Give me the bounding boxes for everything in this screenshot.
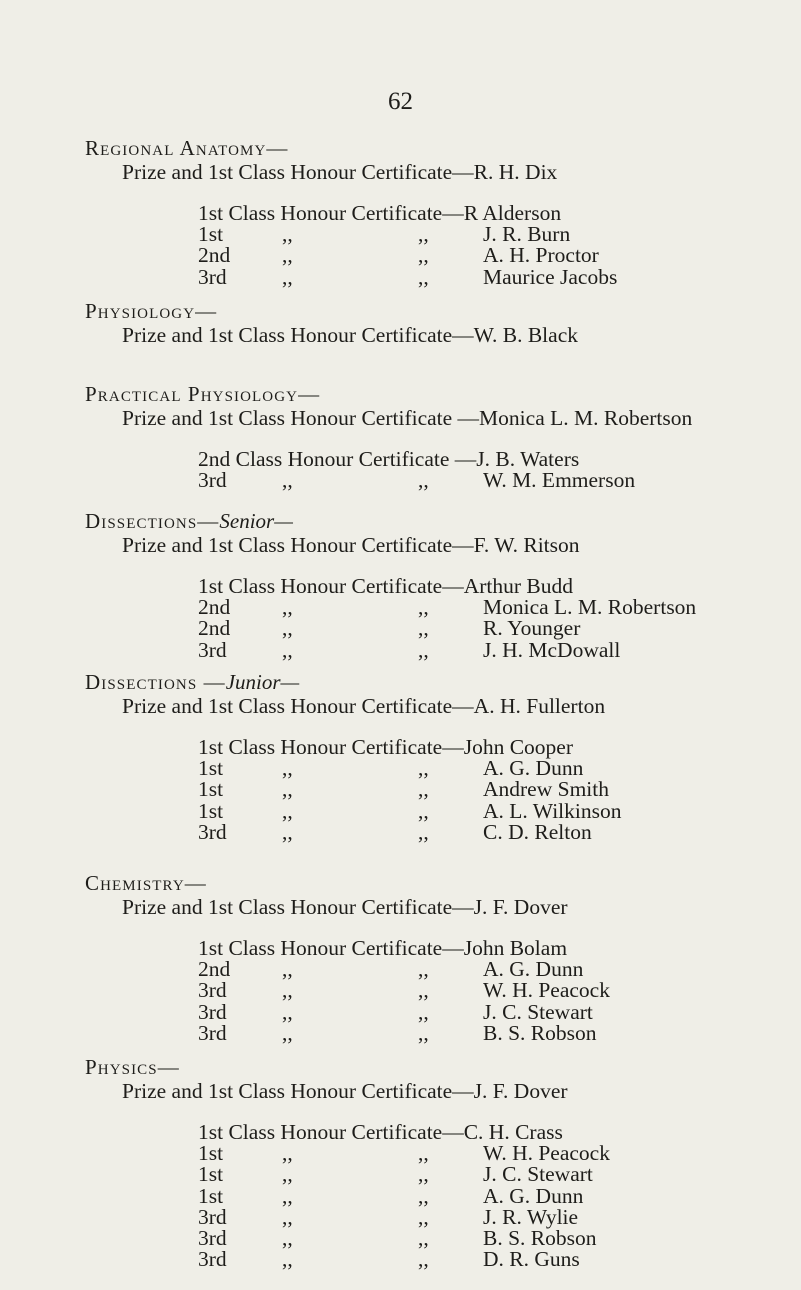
prize-line: Prize and 1st Class Honour Certificate—W. B. Black	[122, 323, 578, 347]
class-label: 1st	[198, 798, 224, 823]
section-heading-text: Physics—	[85, 1055, 180, 1079]
ditto-mark: ,,	[282, 1204, 293, 1229]
section-heading	[85, 1054, 180, 1080]
ditto-mark: ,,	[418, 957, 429, 982]
recipient-name: B. S. Robson	[483, 1226, 597, 1250]
section-heading-text: Dissections—	[85, 509, 220, 533]
section-heading	[85, 298, 217, 324]
ditto-mark: ,,	[418, 616, 429, 641]
recipient-name: A. G. Dunn	[483, 1183, 584, 1208]
recipient-name: J. R. Burn	[483, 222, 571, 247]
prize-line: Prize and 1st Class Honour Certificate—R. H. Dix	[122, 160, 558, 184]
section-heading-text: Physiology—	[85, 299, 218, 323]
class-label: 1st	[198, 1162, 224, 1187]
certificate-row	[198, 467, 758, 493]
ditto-mark: ,,	[282, 1141, 293, 1166]
class-label: 3rd	[198, 264, 227, 289]
ditto-mark: ,,	[418, 264, 429, 289]
class-label: 2nd	[198, 957, 231, 982]
section-heading-text: Chemistry—	[85, 871, 207, 895]
certificate-line: 1st Class Honour Certificate—John Cooper	[198, 735, 574, 759]
section-heading	[85, 508, 293, 534]
recipient-name: B. S. Robson	[483, 1020, 597, 1045]
prize-line: Prize and 1st Class Honour Certificate—A. H. Fullerton	[122, 694, 606, 718]
ditto-mark: ,,	[418, 1141, 429, 1166]
ditto-mark: ,,	[418, 798, 429, 823]
section-heading-subtitle: Junior—	[225, 670, 300, 694]
certificate-row	[198, 637, 758, 663]
ditto-mark: ,,	[282, 999, 293, 1024]
prize-line: Prize and 1st Class Honour Certificate—F. W. Ritson	[122, 533, 580, 557]
prize-line: Prize and 1st Class Honour Certificate—J. F. Dover	[122, 1079, 568, 1103]
class-label: 2nd	[198, 595, 231, 620]
ditto-mark: ,,	[418, 1183, 429, 1208]
certificate-line: 1st Class Honour Certificate—R Alderson	[198, 201, 562, 225]
class-label: 3rd	[198, 1247, 227, 1272]
recipient-name: W. H. Peacock	[483, 978, 610, 1003]
ditto-mark: ,,	[282, 616, 293, 641]
prize-line: Prize and 1st Class Honour Certificate —Monica L. M. Robertson	[122, 406, 693, 430]
recipient-name: R. Younger	[483, 616, 581, 641]
class-label: 1st	[198, 756, 224, 781]
ditto-mark: ,,	[418, 756, 429, 781]
prize-line: Prize and 1st Class Honour Certificate—J. F. Dover	[122, 895, 568, 919]
ditto-mark: ,,	[418, 243, 429, 268]
recipient-name: D. R. Guns	[483, 1247, 580, 1272]
section-heading	[85, 381, 320, 407]
section-heading-text: Regional Anatomy—	[85, 136, 289, 160]
recipient-name: J. C. Stewart	[483, 999, 593, 1024]
recipient-name: A. G. Dunn	[483, 957, 584, 982]
page-number: 62	[388, 88, 413, 115]
class-label: 1st	[198, 222, 224, 247]
recipient-name: Maurice Jacobs	[483, 264, 618, 289]
recipient-name: Monica L. M. Robertson	[483, 595, 697, 620]
section-heading	[85, 669, 299, 695]
certificate-line: 2nd Class Honour Certificate —J. B. Waters	[198, 447, 580, 471]
ditto-mark: ,,	[282, 1183, 293, 1208]
recipient-name: A. L. Wilkinson	[483, 798, 622, 823]
ditto-mark: ,,	[282, 756, 293, 781]
class-label: 2nd	[198, 616, 231, 641]
ditto-mark: ,,	[418, 1162, 429, 1187]
ditto-mark: ,,	[282, 1247, 293, 1272]
ditto-mark: ,,	[418, 978, 429, 1003]
class-label: 1st	[198, 1183, 224, 1208]
ditto-mark: ,,	[418, 1226, 429, 1250]
section-heading-subtitle: Senior—	[219, 509, 293, 533]
recipient-name: J. C. Stewart	[483, 1162, 593, 1187]
class-label: 3rd	[198, 999, 227, 1024]
class-label: 3rd	[198, 819, 227, 844]
recipient-name: A. G. Dunn	[483, 756, 584, 781]
recipient-name: J. H. McDowall	[483, 637, 621, 662]
ditto-mark: ,,	[282, 595, 293, 620]
certificate-row	[198, 264, 758, 290]
ditto-mark: ,,	[282, 978, 293, 1003]
certificate-line: 1st Class Honour Certificate—Arthur Budd	[198, 574, 574, 598]
class-label: 2nd	[198, 243, 231, 268]
recipient-name: W. M. Emmerson	[483, 468, 636, 493]
recipient-name: C. D. Relton	[483, 819, 592, 844]
ditto-mark: ,,	[418, 1204, 429, 1229]
ditto-mark: ,,	[282, 637, 293, 662]
ditto-mark: ,,	[282, 798, 293, 823]
ditto-mark: ,,	[282, 819, 293, 844]
certificate-line: 1st Class Honour Certificate—C. H. Crass	[198, 1120, 563, 1144]
class-label: 3rd	[198, 1226, 227, 1250]
ditto-mark: ,,	[282, 1226, 293, 1250]
ditto-mark: ,,	[418, 222, 429, 247]
ditto-mark: ,,	[418, 1247, 429, 1272]
ditto-mark: ,,	[282, 468, 293, 493]
section-heading-text: Practical Physiology—	[85, 382, 321, 406]
ditto-mark: ,,	[418, 595, 429, 620]
recipient-name: J. R. Wylie	[483, 1204, 579, 1229]
certificate-row	[198, 1246, 758, 1272]
ditto-mark: ,,	[282, 264, 293, 289]
ditto-mark: ,,	[282, 957, 293, 982]
section-heading	[85, 870, 207, 896]
ditto-mark: ,,	[282, 1020, 293, 1045]
class-label: 3rd	[198, 1020, 227, 1045]
class-label: 3rd	[198, 978, 227, 1003]
ditto-mark: ,,	[418, 468, 429, 493]
section-heading	[85, 135, 289, 161]
certificate-row	[198, 819, 758, 845]
certificate-line: 1st Class Honour Certificate—John Bolam	[198, 936, 568, 960]
ditto-mark: ,,	[282, 777, 293, 802]
class-label: 3rd	[198, 637, 227, 662]
section-heading-text: Dissections —	[85, 670, 226, 694]
ditto-mark: ,,	[418, 637, 429, 662]
class-label: 3rd	[198, 468, 227, 493]
ditto-mark: ,,	[282, 222, 293, 247]
ditto-mark: ,,	[418, 777, 429, 802]
class-label: 1st	[198, 1141, 224, 1166]
class-label: 1st	[198, 777, 224, 802]
ditto-mark: ,,	[418, 1020, 429, 1045]
ditto-mark: ,,	[418, 819, 429, 844]
recipient-name: Andrew Smith	[483, 777, 610, 802]
ditto-mark: ,,	[282, 1162, 293, 1187]
ditto-mark: ,,	[418, 999, 429, 1024]
class-label: 3rd	[198, 1204, 227, 1229]
recipient-name: A. H. Proctor	[483, 243, 599, 268]
ditto-mark: ,,	[282, 243, 293, 268]
recipient-name: W. H. Peacock	[483, 1141, 610, 1166]
certificate-row	[198, 1020, 758, 1046]
